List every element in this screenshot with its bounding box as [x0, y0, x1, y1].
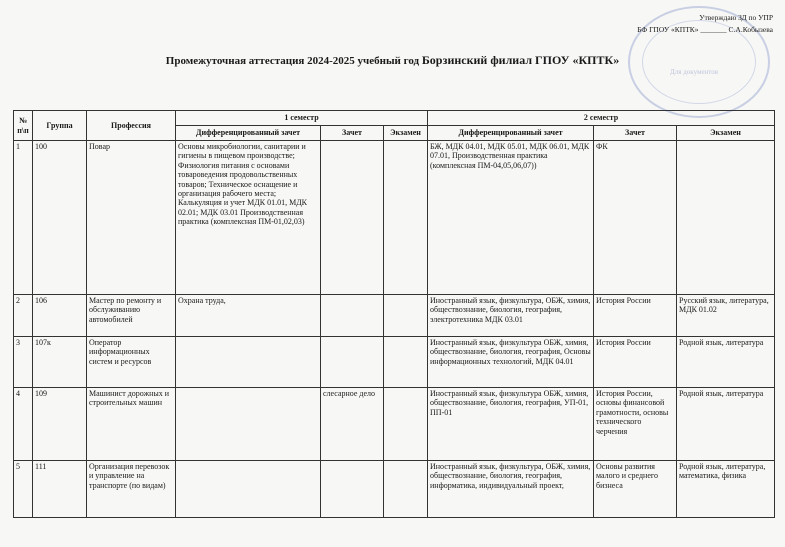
cell-s2-diff: Иностранный язык, физкультура ОБЖ, химия, обществознание, биология, география, УП-01, ПП-01	[428, 388, 594, 461]
cell-profession: Машинист дорожных и строительных машин	[87, 388, 176, 461]
cell-group: 107к	[33, 337, 87, 388]
cell-s1-zachet	[321, 461, 384, 518]
header-s1-diff: Дифференцированный зачет	[176, 126, 321, 141]
approval-line-1: Утверждаю ЗД по УПР	[699, 13, 773, 22]
header-s1-exam: Экзамен	[384, 126, 428, 141]
cell-s2-diff: БЖ, МДК 04.01, МДК 05.01, МДК 06.01, МДК 07.01, Производственная практика (комплексная ПМ-04,05,06,07))	[428, 141, 594, 295]
header-semester-2: 2 семестр	[428, 111, 775, 126]
cell-s2-exam: Русский язык, литература, МДК 01.02	[677, 295, 775, 337]
cell-group: 109	[33, 388, 87, 461]
cell-s1-exam	[384, 388, 428, 461]
cell-profession: Мастер по ремонту и обслуживанию автомобилей	[87, 295, 176, 337]
cell-s2-diff: Иностранный язык, физкультура, ОБЖ, химия, обществознание, биология, география, информатика, индивидуальный проект,	[428, 461, 594, 518]
cell-s2-zachet: История России, основы финансовой грамотности, основы технического черчения	[594, 388, 677, 461]
cell-s2-exam: Родной язык, литература	[677, 388, 775, 461]
cell-num: 4	[14, 388, 33, 461]
header-profession: Профессия	[87, 111, 176, 141]
cell-s1-zachet	[321, 295, 384, 337]
title-main: Борзинский филиал ГПОУ «КПТК»	[421, 53, 620, 67]
cell-num: 1	[14, 141, 33, 295]
table-row	[14, 337, 775, 388]
cell-s1-exam	[384, 295, 428, 337]
cell-profession: Организация перевозок и управление на транспорте (по видам)	[87, 461, 176, 518]
cell-s2-exam	[677, 141, 775, 295]
cell-s2-diff: Иностранный язык, физкультура, ОБЖ, химия, обществознание, биология, география, электротехника МДК 03.01	[428, 295, 594, 337]
cell-s1-diff	[176, 461, 321, 518]
table-row	[14, 295, 775, 337]
header-semester-1: 1 семестр	[176, 111, 428, 126]
table-row	[14, 461, 775, 518]
title-prefix: Промежуточная аттестация 2024-2025 учебный год	[165, 55, 420, 67]
table-row	[14, 141, 775, 295]
cell-s1-diff	[176, 337, 321, 388]
header-group: Группа	[33, 111, 87, 141]
cell-s2-zachet: История России	[594, 337, 677, 388]
page-title	[0, 53, 785, 68]
cell-s1-zachet	[321, 337, 384, 388]
header-s2-exam: Экзамен	[677, 126, 775, 141]
cell-s1-diff: Охрана труда,	[176, 295, 321, 337]
header-s2-zachet: Зачет	[594, 126, 677, 141]
cell-s1-exam	[384, 337, 428, 388]
header-row-1	[14, 111, 775, 126]
cell-num: 5	[14, 461, 33, 518]
cell-s1-exam	[384, 461, 428, 518]
cell-s1-zachet	[321, 141, 384, 295]
cell-s2-exam: Родной язык, литература	[677, 337, 775, 388]
cell-group: 111	[33, 461, 87, 518]
cell-s2-diff: Иностранный язык, физкультура ОБЖ, химия, обществознание, биология, география, Основы информационных технологий, МДК 04.01	[428, 337, 594, 388]
approval-block	[637, 12, 773, 35]
stamp-text: Для документов	[670, 68, 719, 76]
cell-s1-diff	[176, 388, 321, 461]
cell-s1-diff: Основы микробиологии, санитарии и гигиены в пищевом производстве; Физиология питания с основами товароведения продовольственных товаров; Техническое оснащение и организация рабочего места; Калькуляция и учет МДК 01.01, МДК 02.01; МДК 03.01 Производственная практика (комплексная ПМ-01,02,03)	[176, 141, 321, 295]
cell-s1-zachet: слесарное дело	[321, 388, 384, 461]
header-s2-diff: Дифференцированный зачет	[428, 126, 594, 141]
cell-num: 2	[14, 295, 33, 337]
cell-s1-exam	[384, 141, 428, 295]
header-num: № п\п	[14, 111, 33, 141]
cell-group: 100	[33, 141, 87, 295]
cell-profession: Оператор информационных систем и ресурсов	[87, 337, 176, 388]
cell-s2-zachet: ФК	[594, 141, 677, 295]
cell-s2-zachet: Основы развития малого и среднего бизнеса	[594, 461, 677, 518]
cell-s2-exam: Родной язык, литература, математика, физика	[677, 461, 775, 518]
approval-line-2: БФ ГПОУ «КПТК» _______ С.А.Кобызева	[637, 25, 773, 34]
cell-num: 3	[14, 337, 33, 388]
header-s1-zachet: Зачет	[321, 126, 384, 141]
table-row	[14, 388, 775, 461]
cell-profession: Повар	[87, 141, 176, 295]
attestation-table	[13, 110, 775, 518]
cell-s2-zachet: История России	[594, 295, 677, 337]
cell-group: 106	[33, 295, 87, 337]
